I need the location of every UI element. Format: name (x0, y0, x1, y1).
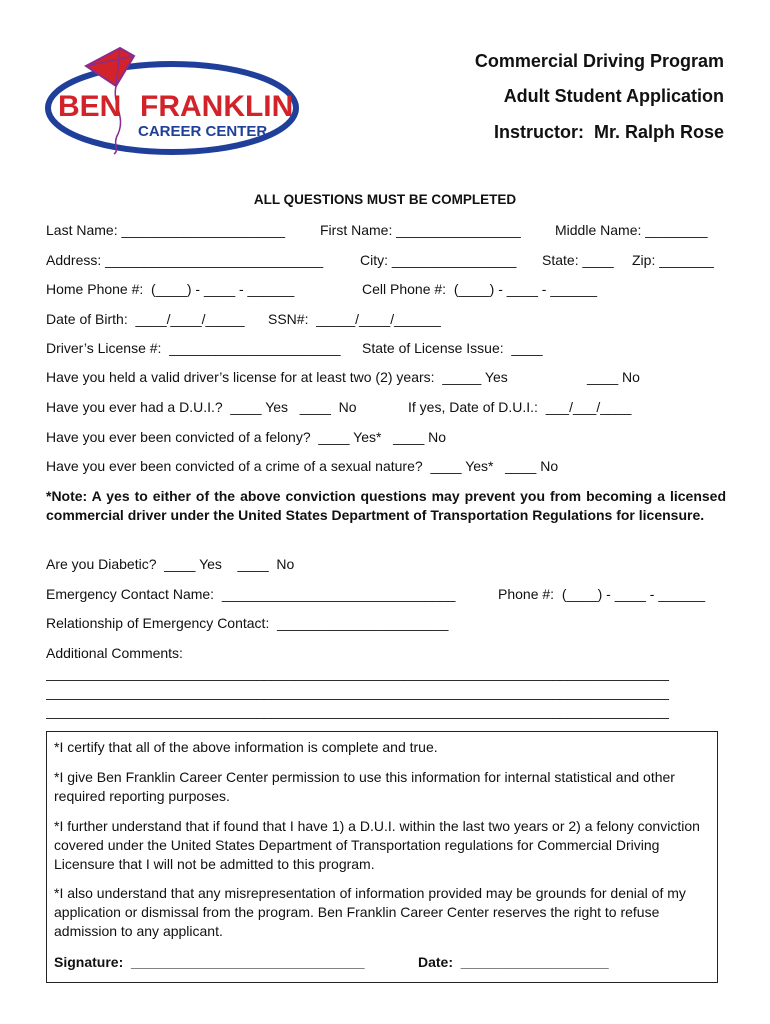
sexual-crime-question[interactable]: Have you ever been convicted of a crime of a sexual nature? ____ Yes* ____ No (46, 458, 559, 474)
permission-statement: *I give Ben Franklin Career Center permission to use this information for internal statistical and other required reporting purposes. (54, 769, 675, 804)
comment-line[interactable]: ________________________________________________________________________________ (46, 684, 669, 700)
instructions-heading: ALL QUESTIONS MUST BE COMPLETED (253, 192, 517, 207)
felony-question[interactable]: Have you ever been convicted of a felony? ____ Yes* ____ No (46, 429, 447, 445)
home-phone-field[interactable]: Home Phone #: (____) - ____ - ______ (46, 281, 295, 297)
license-state-field[interactable]: State of License Issue: ____ (362, 340, 543, 356)
conviction-note: *Note: A yes to either of the above conviction questions may prevent you from becoming a licensed commercial driver under the United States Department of Transportation Regulations for licensure. (46, 488, 726, 523)
logo-word-franklin: FRANKLIN (140, 90, 294, 123)
city-field[interactable]: City: ________________ (360, 252, 517, 268)
application-title: Adult Student Application (503, 86, 724, 106)
logo-subtitle: CAREER CENTER (138, 123, 268, 140)
ben-franklin-logo (42, 44, 302, 156)
additional-comments-label: Additional Comments: (46, 645, 183, 661)
diabetic-question[interactable]: Are you Diabetic? ____ Yes ____ No (46, 556, 295, 572)
logo-word-ben: BEN (58, 90, 122, 123)
middle-name-field[interactable]: Middle Name: ________ (555, 222, 708, 238)
state-field[interactable]: State: ____ (542, 252, 614, 268)
signature-field[interactable]: Signature: ______________________________ (54, 954, 365, 970)
program-title: Commercial Driving Program (474, 51, 724, 71)
understanding-statement: *I further understand that if found that I have 1) a D.U.I. within the last two years or 2) a felony conviction covered under the United States Department of Transportation regulations for Commercial Driving Licensure that I will not be admitted to this program. (54, 818, 700, 872)
emergency-phone-field[interactable]: Phone #: (____) - ____ - ______ (498, 586, 706, 602)
cell-phone-field[interactable]: Cell Phone #: (____) - ____ - ______ (362, 281, 598, 297)
date-of-birth-field[interactable]: Date of Birth: ____/____/_____ (46, 311, 245, 327)
certify-statement: *I certify that all of the above information is complete and true. (54, 739, 438, 755)
zip-field[interactable]: Zip: _______ (632, 252, 714, 268)
address-field[interactable]: Address: ____________________________ (46, 252, 324, 268)
drivers-license-field[interactable]: Driver’s License #: ______________________ (46, 340, 341, 356)
comment-line[interactable]: ________________________________________________________________________________ (46, 665, 669, 681)
ssn-field[interactable]: SSN#: _____/____/______ (268, 311, 441, 327)
dui-date-field[interactable]: If yes, Date of D.U.I.: ___/___/____ (408, 399, 632, 415)
last-name-field[interactable]: Last Name: _____________________ (46, 222, 285, 238)
dui-question[interactable]: Have you ever had a D.U.I.? ____ Yes ____ No (46, 399, 357, 415)
first-name-field[interactable]: First Name: ________________ (320, 222, 521, 238)
signature-date-field[interactable]: Date: ___________________ (418, 954, 609, 970)
relationship-field[interactable]: Relationship of Emergency Contact: ______________________ (46, 615, 449, 631)
emergency-contact-name-field[interactable]: Emergency Contact Name: ______________________________ (46, 586, 456, 602)
license-two-years-no[interactable]: ____ No (587, 369, 640, 385)
misrepresentation-statement: *I also understand that any misrepresentation of information provided may be grounds for denial of my application or dismissal from the program. Ben Franklin Career Center reserves the right to refuse admission to any applicant. (54, 885, 686, 939)
comment-line[interactable]: ________________________________________________________________________________ (46, 703, 669, 719)
license-two-years-question[interactable]: Have you held a valid driver’s license for at least two (2) years: _____ Yes (46, 369, 508, 385)
instructor-line: Instructor: Mr. Ralph Rose (493, 122, 724, 142)
